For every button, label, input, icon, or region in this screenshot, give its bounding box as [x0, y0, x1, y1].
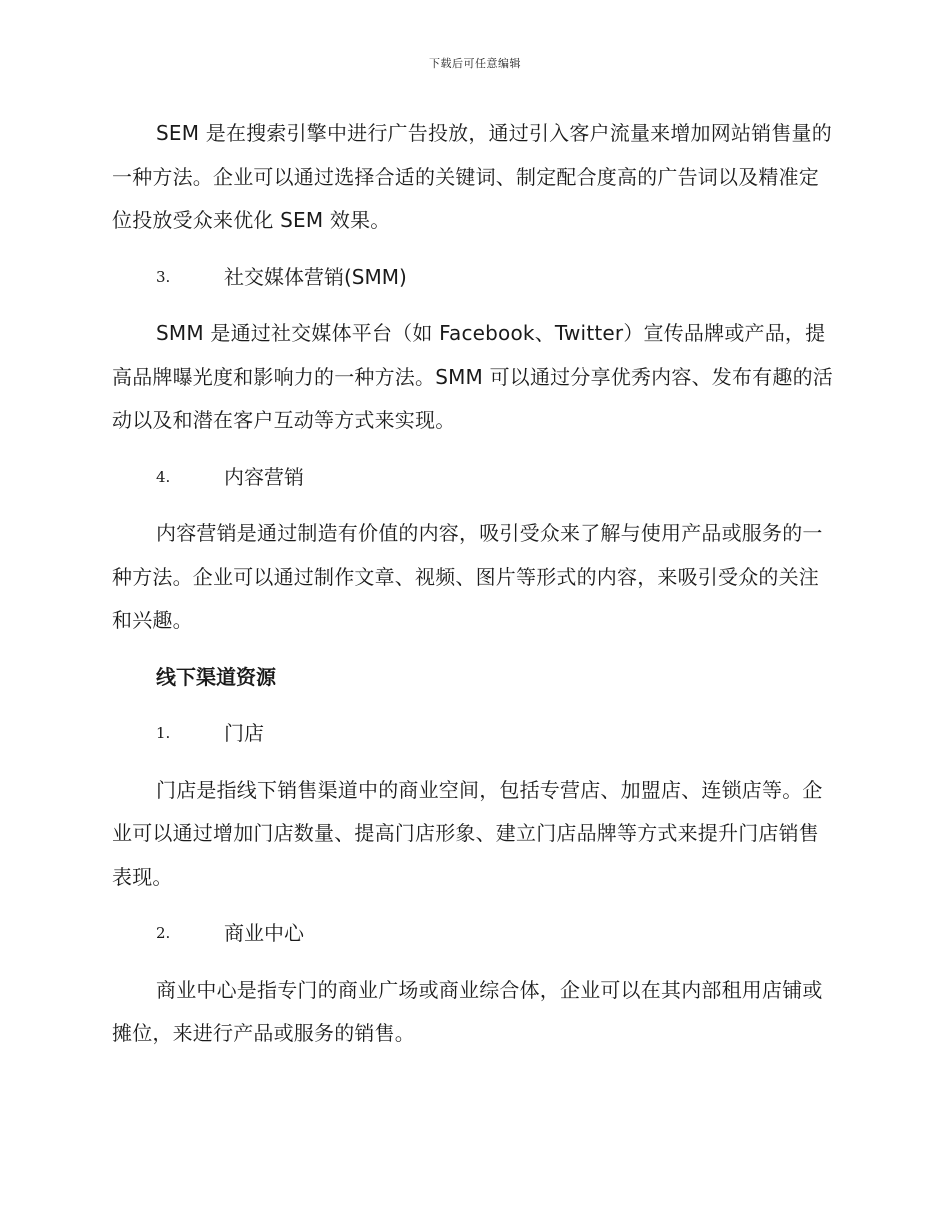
- paragraph-content-marketing: 内容营销是通过制造有价值的内容，吸引受众来了解与使用产品或服务的一种方法。企业可以通过制作文章、视频、图片等形式的内容，来吸引受众的关注和兴趣。: [112, 521, 823, 632]
- document-body: [112, 112, 834, 1056]
- paragraph-store: 门店是指线下销售渠道中的商业空间，包括专营店、加盟店、连锁店等。企业可以通过增加门店数量、提高门店形象、建立门店品牌等方式来提升门店销售表现。: [112, 777, 823, 889]
- list-item-store: [112, 712, 834, 756]
- list-number: 1.: [156, 724, 171, 742]
- list-item-content-marketing: [112, 456, 834, 500]
- list-item-title: 社交媒体营销(SMM): [224, 264, 407, 289]
- paragraph-commercial-center: 商业中心是指专门的商业广场或商业综合体，企业可以在其内部租用店铺或摊位，来进行产品或服务的销售。: [112, 977, 823, 1045]
- list-number: 2.: [156, 924, 171, 942]
- paragraph-sem: SEM 是在搜索引擎中进行广告投放，通过引入客户流量来增加网站销售量的一种方法。企业可以通过选择合适的关键词、制定配合度高的广告词以及精准定位投放受众来优化 SEM 效果。: [112, 121, 832, 232]
- list-item-smm: [112, 256, 834, 300]
- list-item-title: 门店: [224, 721, 264, 745]
- page-header: 下载后可任意编辑: [429, 57, 521, 70]
- list-item-commercial-center: [112, 912, 834, 956]
- list-item-title: 内容营销: [224, 464, 304, 489]
- section-heading-offline: 线下渠道资源: [156, 664, 276, 689]
- list-number: 4.: [156, 467, 171, 486]
- paragraph-smm: SMM 是通过社交媒体平台（如 Facebook、Twitter）宣传品牌或产品，提高品牌曝光度和影响力的一种方法。SMM 可以通过分享优秀内容、发布有趣的活动以及和潜在客户互动等方式来实现。: [112, 321, 833, 432]
- list-item-title: 商业中心: [224, 921, 304, 945]
- list-number: 3.: [156, 267, 171, 286]
